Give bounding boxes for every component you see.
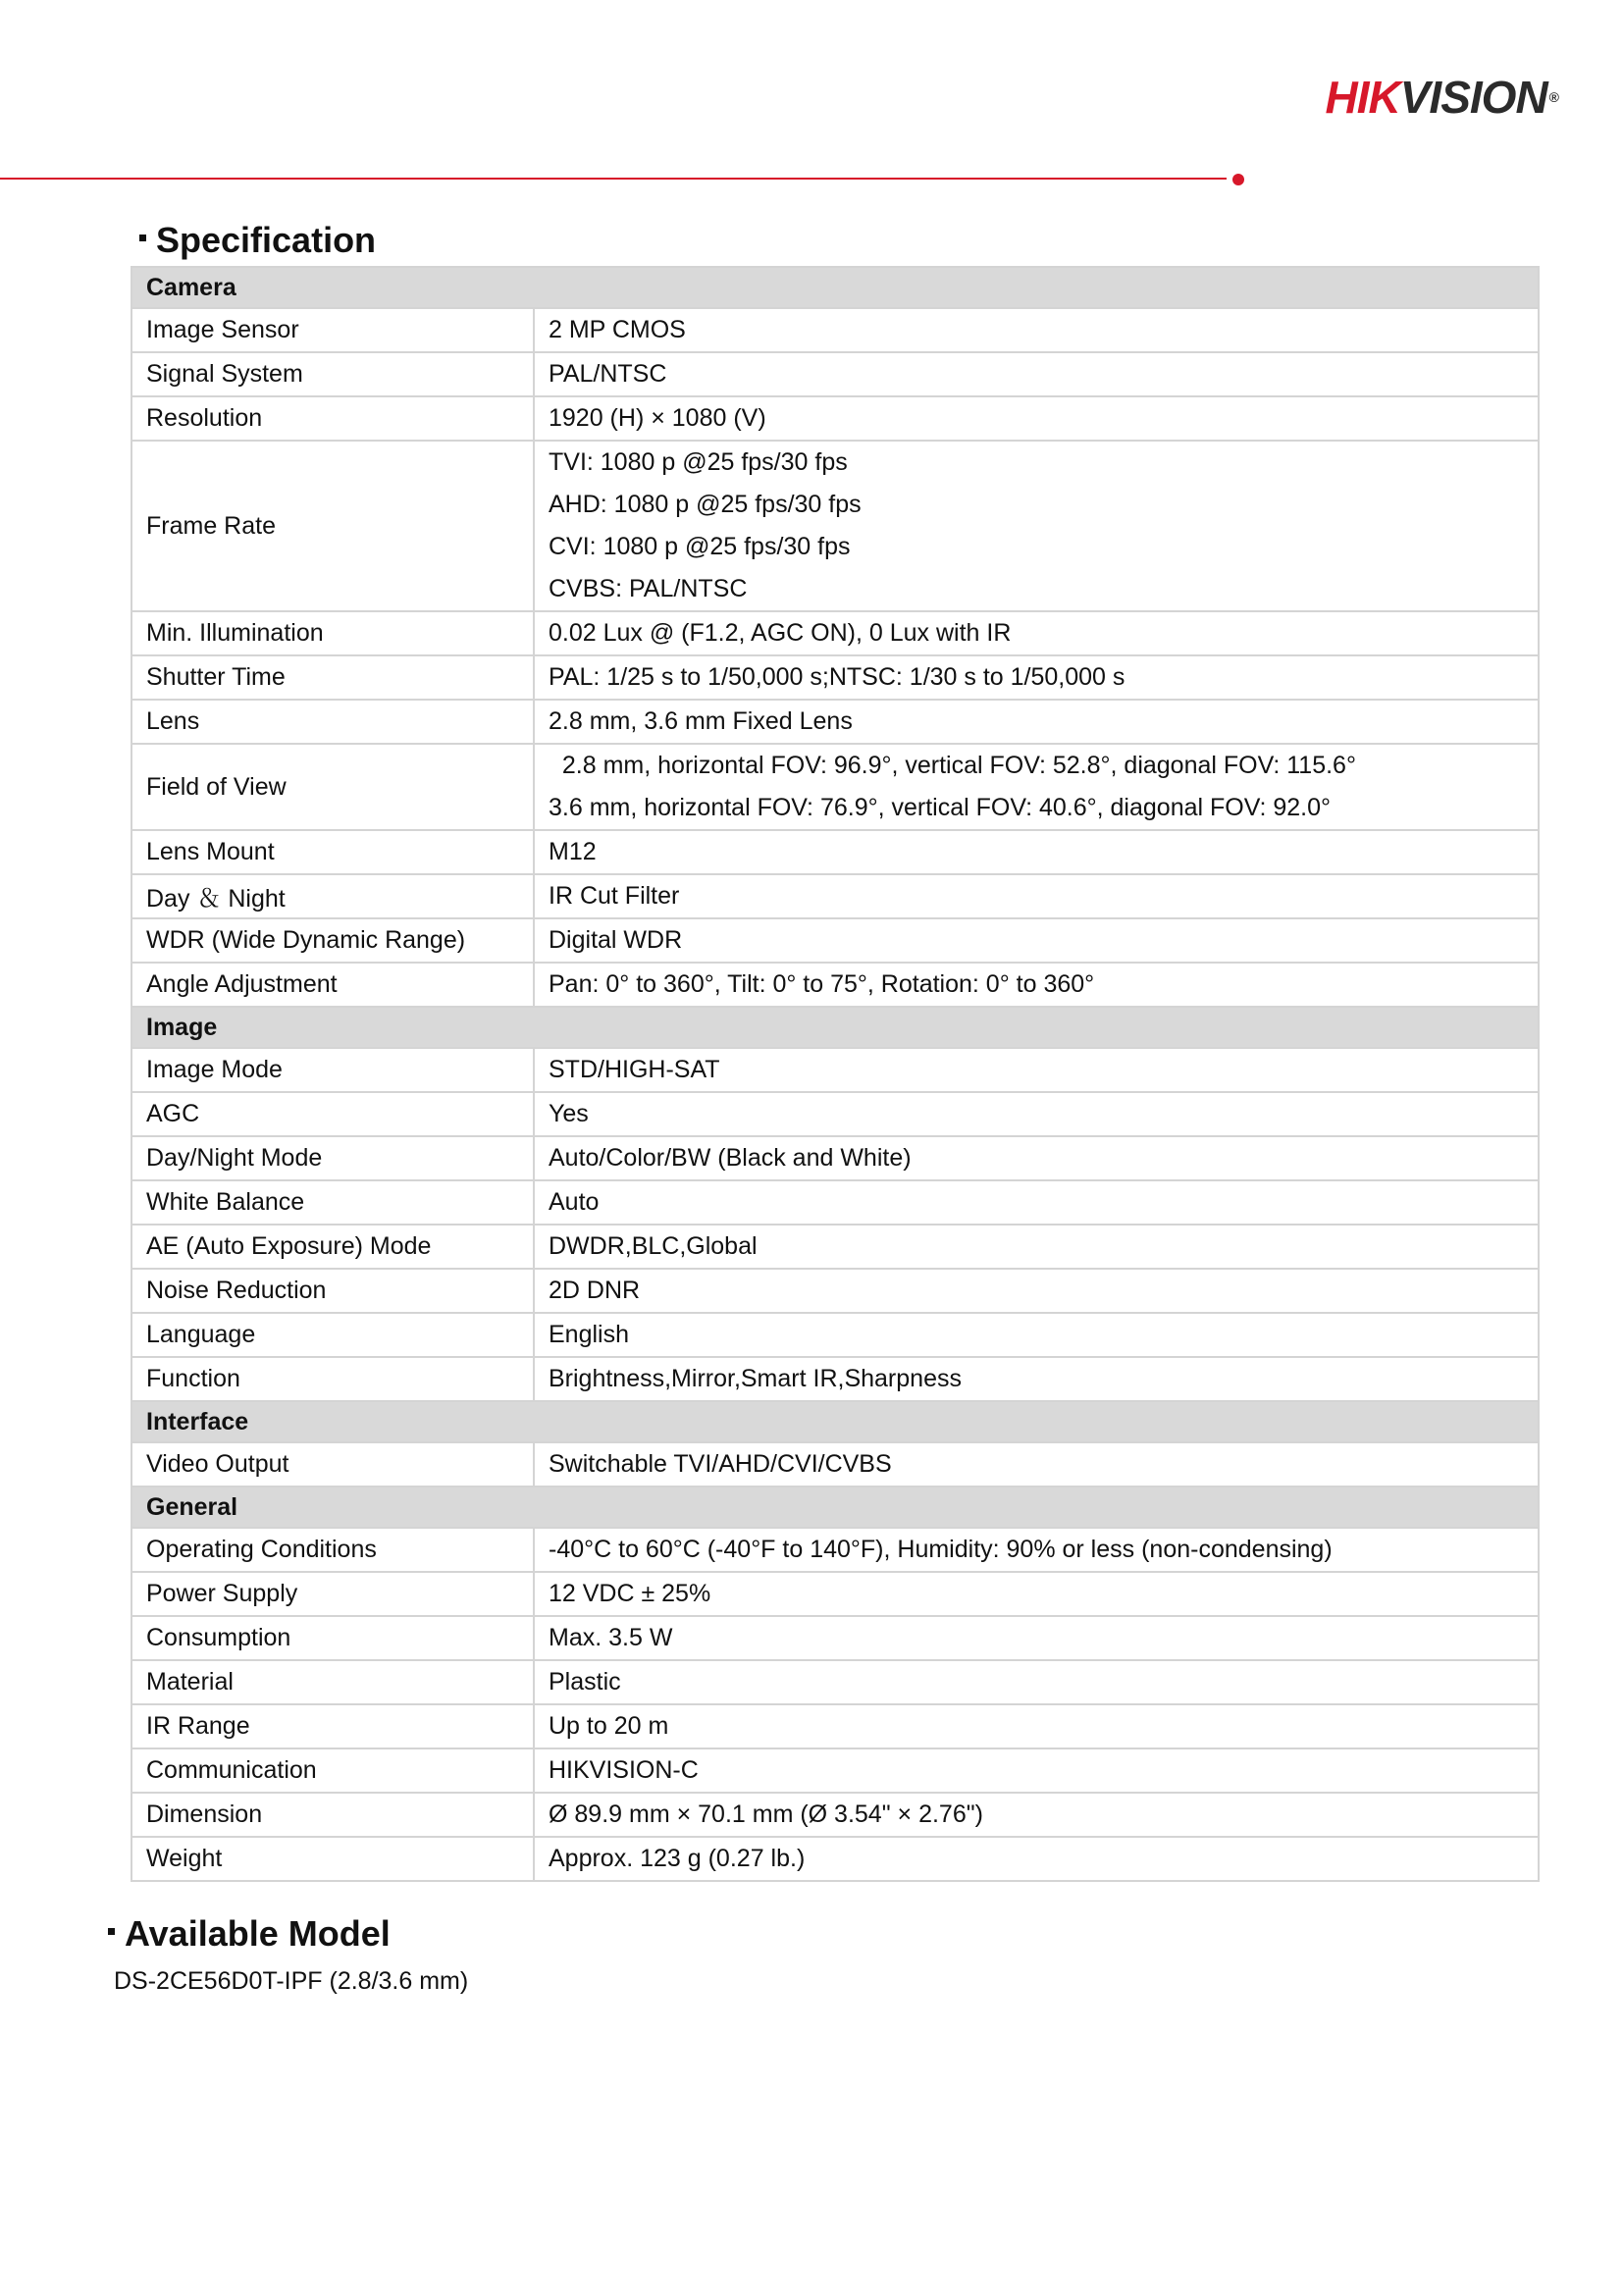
spec-value-line: Approx. 123 g (0.27 lb.)	[549, 1845, 806, 1872]
spec-label: Video Output	[131, 1442, 534, 1487]
table-row	[131, 830, 1539, 874]
spec-value	[534, 308, 1539, 352]
spec-value-line: CVBS: PAL/NTSC	[549, 575, 748, 602]
spec-value	[534, 1837, 1539, 1881]
spec-value	[534, 1180, 1539, 1225]
spec-value-line: DWDR,BLC,Global	[549, 1232, 758, 1260]
section-header-row	[131, 1007, 1539, 1048]
spec-value	[534, 1660, 1539, 1704]
table-row	[131, 1092, 1539, 1136]
spec-value-line: Yes	[549, 1100, 589, 1127]
spec-value	[534, 352, 1539, 396]
spec-label: Operating Conditions	[131, 1528, 534, 1572]
spec-label: Material	[131, 1660, 534, 1704]
spec-value-line: Pan: 0° to 360°, Tilt: 0° to 75°, Rotation: 0° to 360°	[549, 970, 1095, 998]
spec-value-line: 2D DNR	[549, 1277, 641, 1304]
spec-value-line: PAL: 1/25 s to 1/50,000 s;NTSC: 1/30 s to 1/50,000 s	[549, 663, 1126, 691]
spec-value	[534, 1136, 1539, 1180]
specification-table	[131, 266, 1540, 1882]
spec-value-line: 12 VDC ± 25%	[549, 1580, 711, 1607]
spec-value	[534, 1704, 1539, 1748]
spec-value-line: 2 MP CMOS	[549, 316, 686, 343]
specification-heading	[139, 220, 376, 261]
model-number: DS-2CE56D0T-IPF (2.8/3.6 mm)	[114, 1967, 469, 1995]
spec-value-line: English	[549, 1321, 629, 1348]
table-row	[131, 1528, 1539, 1572]
logo-hik-text: HIK	[1325, 72, 1400, 123]
spec-label: Day/Night Mode	[131, 1136, 534, 1180]
table-row	[131, 396, 1539, 441]
spec-value	[534, 874, 1539, 918]
spec-value	[534, 918, 1539, 963]
spec-value	[534, 744, 1539, 830]
section-header: General	[131, 1487, 1539, 1528]
spec-value	[534, 1748, 1539, 1793]
heading-bullet-icon	[108, 1928, 115, 1935]
spec-label: Dimension	[131, 1793, 534, 1837]
spec-label: AGC	[131, 1092, 534, 1136]
table-row	[131, 874, 1539, 918]
spec-label: Signal System	[131, 352, 534, 396]
table-row	[131, 441, 1539, 611]
section-header: Image	[131, 1007, 1539, 1048]
header-rule-dot	[1232, 174, 1244, 185]
spec-label: Communication	[131, 1748, 534, 1793]
table-row	[131, 700, 1539, 744]
section-header: Camera	[131, 267, 1539, 308]
table-row	[131, 1269, 1539, 1313]
section-header-row	[131, 1487, 1539, 1528]
spec-value	[534, 1528, 1539, 1572]
spec-label: AE (Auto Exposure) Mode	[131, 1225, 534, 1269]
spec-label: Power Supply	[131, 1572, 534, 1616]
table-row	[131, 1136, 1539, 1180]
spec-label: Day ＆ Night	[131, 874, 534, 918]
spec-value	[534, 830, 1539, 874]
logo-vision-text: VISION	[1399, 72, 1547, 123]
spec-value	[534, 441, 1539, 611]
spec-value-line: Switchable TVI/AHD/CVI/CVBS	[549, 1450, 892, 1478]
spec-value-line: M12	[549, 838, 597, 865]
spec-label: Consumption	[131, 1616, 534, 1660]
spec-value-line: PAL/NTSC	[549, 360, 667, 388]
spec-value	[534, 1269, 1539, 1313]
spec-value-line: 3.6 mm, horizontal FOV: 76.9°, vertical FOV: 40.6°, diagonal FOV: 92.0°	[549, 794, 1332, 821]
spec-value	[534, 1357, 1539, 1401]
spec-label: Weight	[131, 1837, 534, 1881]
spec-label: Min. Illumination	[131, 611, 534, 655]
table-row	[131, 308, 1539, 352]
spec-value	[534, 655, 1539, 700]
spec-value	[534, 1793, 1539, 1837]
specification-heading-text: Specification	[156, 220, 377, 260]
spec-value	[534, 700, 1539, 744]
spec-value-line: 2.8 mm, horizontal FOV: 96.9°, vertical FOV: 52.8°, diagonal FOV: 115.6°	[549, 752, 1356, 779]
spec-value-line: STD/HIGH-SAT	[549, 1056, 720, 1083]
table-row	[131, 1837, 1539, 1881]
spec-value-line: Digital WDR	[549, 926, 683, 954]
spec-label: Field of View	[131, 744, 534, 830]
spec-label: Lens Mount	[131, 830, 534, 874]
spec-value	[534, 963, 1539, 1007]
section-header-row	[131, 267, 1539, 308]
spec-label: Image Mode	[131, 1048, 534, 1092]
table-row	[131, 1048, 1539, 1092]
table-row	[131, 1704, 1539, 1748]
section-header-row	[131, 1401, 1539, 1442]
spec-label: Function	[131, 1357, 534, 1401]
table-row	[131, 655, 1539, 700]
spec-value-line: IR Cut Filter	[549, 882, 680, 910]
spec-value-line: Auto/Color/BW (Black and White)	[549, 1144, 912, 1172]
spec-value	[534, 1616, 1539, 1660]
spec-label: White Balance	[131, 1180, 534, 1225]
section-header: Interface	[131, 1401, 1539, 1442]
spec-value-line: Auto	[549, 1188, 600, 1216]
spec-label: Image Sensor	[131, 308, 534, 352]
spec-value	[534, 1313, 1539, 1357]
spec-value	[534, 611, 1539, 655]
spec-label: Noise Reduction	[131, 1269, 534, 1313]
spec-label: Language	[131, 1313, 534, 1357]
spec-label: Angle Adjustment	[131, 963, 534, 1007]
spec-label: Resolution	[131, 396, 534, 441]
spec-value-line: TVI: 1080 p @25 fps/30 fps	[549, 448, 848, 476]
spec-value-line: Brightness,Mirror,Smart IR,Sharpness	[549, 1365, 962, 1392]
spec-value	[534, 1442, 1539, 1487]
spec-label: WDR (Wide Dynamic Range)	[131, 918, 534, 963]
table-row	[131, 1313, 1539, 1357]
table-row	[131, 611, 1539, 655]
table-row	[131, 352, 1539, 396]
spec-value	[534, 1572, 1539, 1616]
spec-value-line: AHD: 1080 p @25 fps/30 fps	[549, 491, 862, 518]
table-row	[131, 744, 1539, 830]
table-row	[131, 1225, 1539, 1269]
spec-label: Frame Rate	[131, 441, 534, 611]
spec-label: IR Range	[131, 1704, 534, 1748]
spec-value-line: Max. 3.5 W	[549, 1624, 673, 1651]
table-row	[131, 1442, 1539, 1487]
available-model-heading-text: Available Model	[125, 1913, 391, 1954]
header-rule	[0, 178, 1227, 180]
spec-value-line: HIKVISION-C	[549, 1756, 699, 1784]
table-row	[131, 1660, 1539, 1704]
spec-value-line: -40°C to 60°C (-40°F to 140°F), Humidity: 90% or less (non-condensing)	[549, 1536, 1333, 1563]
heading-bullet-icon	[139, 235, 146, 241]
spec-label: Shutter Time	[131, 655, 534, 700]
spec-value-line: Up to 20 m	[549, 1712, 669, 1740]
table-row	[131, 1616, 1539, 1660]
table-row	[131, 1180, 1539, 1225]
hikvision-logo	[1326, 73, 1559, 122]
spec-value	[534, 1225, 1539, 1269]
spec-value-line: CVI: 1080 p @25 fps/30 fps	[549, 533, 851, 560]
spec-value	[534, 1092, 1539, 1136]
spec-value-line: Plastic	[549, 1668, 621, 1696]
spec-value-line: 2.8 mm, 3.6 mm Fixed Lens	[549, 707, 853, 735]
spec-value	[534, 1048, 1539, 1092]
table-row	[131, 1793, 1539, 1837]
table-row	[131, 1748, 1539, 1793]
logo-registered-mark: ®	[1548, 89, 1558, 105]
table-row	[131, 1357, 1539, 1401]
spec-value-line: 1920 (H) × 1080 (V)	[549, 404, 766, 432]
table-row	[131, 918, 1539, 963]
spec-value	[534, 396, 1539, 441]
spec-label: Lens	[131, 700, 534, 744]
table-row	[131, 963, 1539, 1007]
available-model-heading	[108, 1913, 391, 1955]
spec-value-line: 0.02 Lux @ (F1.2, AGC ON), 0 Lux with IR	[549, 619, 1012, 647]
table-row	[131, 1572, 1539, 1616]
spec-value-line: Ø 89.9 mm × 70.1 mm (Ø 3.54" × 2.76")	[549, 1800, 983, 1828]
